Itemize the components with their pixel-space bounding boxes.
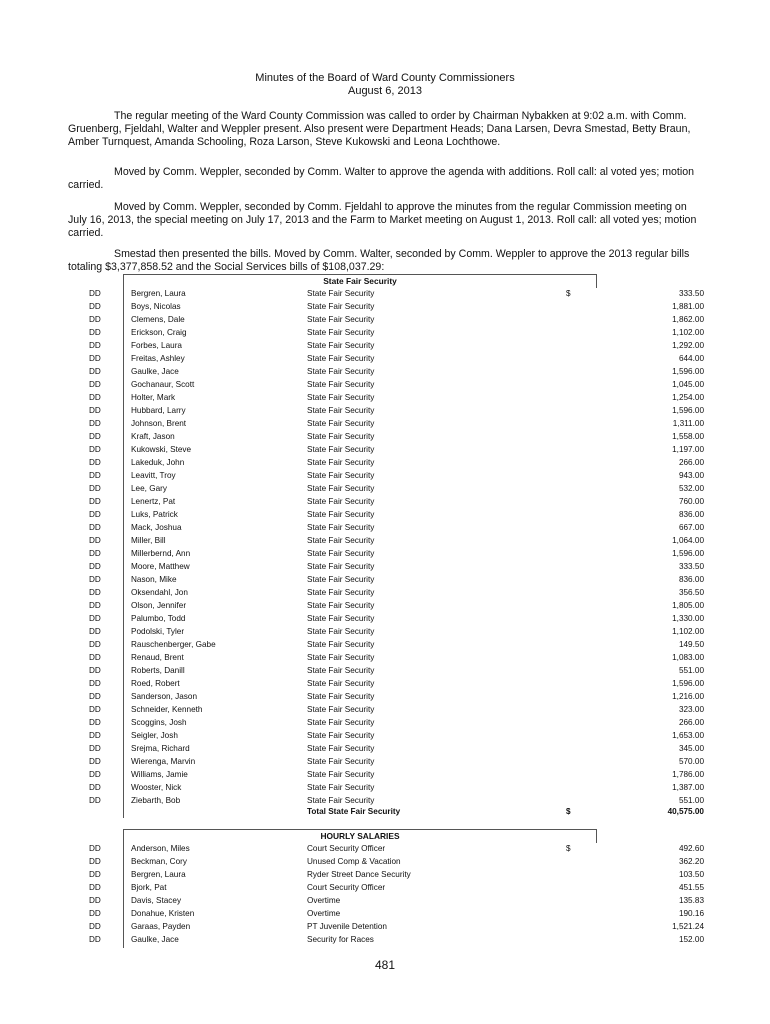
table-row bbox=[68, 287, 704, 300]
row-code: DD bbox=[89, 705, 101, 714]
paragraph-agenda: Moved by Comm. Weppler, seconded by Comm. Walter to approve the agenda with additions. Roll call: al voted yes; motion carried. bbox=[68, 166, 694, 192]
table-row bbox=[68, 300, 704, 313]
row-name: Gaulke, Jace bbox=[131, 367, 179, 376]
row-amount: 1,311.00 bbox=[672, 419, 704, 428]
row-code: DD bbox=[89, 783, 101, 792]
row-name: Davis, Stacey bbox=[131, 896, 182, 905]
row-code: DD bbox=[89, 458, 101, 467]
row-amount: 836.00 bbox=[678, 575, 704, 584]
row-description: Court Security Officer bbox=[307, 883, 386, 892]
row-amount: 333.50 bbox=[678, 289, 704, 298]
row-name: Scoggins, Josh bbox=[131, 718, 187, 727]
table-row bbox=[68, 495, 704, 508]
row-amount: 570.00 bbox=[678, 757, 704, 766]
row-name: Lenertz, Pat bbox=[131, 497, 176, 506]
row-name: Freitas, Ashley bbox=[131, 354, 185, 363]
row-name: Boys, Nicolas bbox=[131, 302, 181, 311]
table-row bbox=[68, 920, 704, 933]
row-amount: 1,881.00 bbox=[672, 302, 704, 311]
row-description: State Fair Security bbox=[307, 783, 375, 792]
row-amount: 532.00 bbox=[678, 484, 704, 493]
row-code: DD bbox=[89, 757, 101, 766]
row-code: DD bbox=[89, 380, 101, 389]
row-amount: 667.00 bbox=[678, 523, 704, 532]
row-name: Luks, Patrick bbox=[131, 510, 178, 519]
row-name: Roberts, Danill bbox=[131, 666, 185, 675]
row-code: DD bbox=[89, 770, 101, 779]
table-row bbox=[68, 326, 704, 339]
row-amount: 1,102.00 bbox=[672, 328, 704, 337]
table-row bbox=[68, 469, 704, 482]
row-name: Ziebarth, Bob bbox=[131, 796, 181, 805]
row-description: State Fair Security bbox=[307, 523, 375, 532]
row-description: Ryder Street Dance Security bbox=[307, 870, 411, 879]
row-code: DD bbox=[89, 406, 101, 415]
row-amount: 1,596.00 bbox=[672, 367, 704, 376]
row-amount: 1,102.00 bbox=[672, 627, 704, 636]
row-amount: 135.83 bbox=[678, 896, 704, 905]
table-row bbox=[68, 933, 704, 946]
row-code: DD bbox=[89, 844, 101, 853]
row-amount: 266.00 bbox=[678, 458, 704, 467]
table-row bbox=[68, 625, 704, 638]
row-code: DD bbox=[89, 718, 101, 727]
row-name: Anderson, Miles bbox=[131, 844, 190, 853]
row-description: State Fair Security bbox=[307, 393, 375, 402]
row-description: State Fair Security bbox=[307, 510, 375, 519]
row-description: State Fair Security bbox=[307, 315, 375, 324]
row-name: Gochanaur, Scott bbox=[131, 380, 195, 389]
row-name: Nason, Mike bbox=[131, 575, 177, 584]
row-amount: 1,786.00 bbox=[672, 770, 704, 779]
row-code: DD bbox=[89, 666, 101, 675]
table-row bbox=[68, 781, 704, 794]
row-description: State Fair Security bbox=[307, 328, 375, 337]
row-description: State Fair Security bbox=[307, 497, 375, 506]
row-amount: 1,330.00 bbox=[672, 614, 704, 623]
row-description: State Fair Security bbox=[307, 770, 375, 779]
row-amount: 551.00 bbox=[678, 796, 704, 805]
document-title: Minutes of the Board of Ward County Commissioners bbox=[255, 72, 515, 84]
table-row bbox=[68, 417, 704, 430]
row-description: State Fair Security bbox=[307, 705, 375, 714]
table-row bbox=[68, 521, 704, 534]
row-description: PT Juvenile Detention bbox=[307, 922, 387, 931]
table-row bbox=[68, 907, 704, 920]
table-row bbox=[68, 716, 704, 729]
row-code: DD bbox=[89, 419, 101, 428]
page-number: 481 bbox=[374, 958, 396, 972]
row-amount: 149.50 bbox=[678, 640, 704, 649]
row-amount: 333.50 bbox=[678, 562, 704, 571]
table-row bbox=[68, 755, 704, 768]
row-description: State Fair Security bbox=[307, 445, 375, 454]
row-code: DD bbox=[89, 870, 101, 879]
row-code: DD bbox=[89, 692, 101, 701]
row-description: State Fair Security bbox=[307, 679, 375, 688]
total-label: Total State Fair Security bbox=[307, 807, 401, 816]
row-description: State Fair Security bbox=[307, 536, 375, 545]
table-row bbox=[68, 855, 704, 868]
row-amount: 451.55 bbox=[678, 883, 704, 892]
row-amount: 1,216.00 bbox=[672, 692, 704, 701]
row-name: Moore, Matthew bbox=[131, 562, 190, 571]
total-dollar-sign: $ bbox=[566, 807, 571, 816]
table-row bbox=[68, 881, 704, 894]
row-amount: 943.00 bbox=[678, 471, 704, 480]
table-row bbox=[68, 868, 704, 881]
row-description: Unused Comp & Vacation bbox=[307, 857, 401, 866]
row-code: DD bbox=[89, 341, 101, 350]
row-amount: 1,521.24 bbox=[672, 922, 704, 931]
row-amount: 266.00 bbox=[678, 718, 704, 727]
row-code: DD bbox=[89, 679, 101, 688]
table-row bbox=[68, 378, 704, 391]
row-name: Palumbo, Todd bbox=[131, 614, 186, 623]
row-amount: 1,596.00 bbox=[672, 679, 704, 688]
table-row bbox=[68, 352, 704, 365]
row-description: Security for Races bbox=[307, 935, 374, 944]
table-row bbox=[68, 339, 704, 352]
row-description: State Fair Security bbox=[307, 692, 375, 701]
row-description: State Fair Security bbox=[307, 367, 375, 376]
table-row bbox=[68, 443, 704, 456]
row-description: State Fair Security bbox=[307, 575, 375, 584]
row-description: State Fair Security bbox=[307, 289, 375, 298]
state-fair-heading: State Fair Security bbox=[123, 274, 597, 288]
table-row bbox=[68, 456, 704, 469]
table-row bbox=[68, 677, 704, 690]
row-amount: 1,254.00 bbox=[672, 393, 704, 402]
table-row bbox=[68, 365, 704, 378]
table-row bbox=[68, 842, 704, 855]
row-description: State Fair Security bbox=[307, 341, 375, 350]
row-description: State Fair Security bbox=[307, 406, 375, 415]
row-code: DD bbox=[89, 653, 101, 662]
row-amount: 1,045.00 bbox=[672, 380, 704, 389]
row-description: State Fair Security bbox=[307, 302, 375, 311]
row-code: DD bbox=[89, 315, 101, 324]
table-row bbox=[68, 586, 704, 599]
row-code: DD bbox=[89, 627, 101, 636]
row-code: DD bbox=[89, 549, 101, 558]
document-date: August 6, 2013 bbox=[347, 85, 422, 97]
row-description: State Fair Security bbox=[307, 601, 375, 610]
row-name: Holter, Mark bbox=[131, 393, 176, 402]
table-row bbox=[68, 664, 704, 677]
table-row bbox=[68, 560, 704, 573]
row-name: Millerbernd, Ann bbox=[131, 549, 191, 558]
row-amount: 1,292.00 bbox=[672, 341, 704, 350]
table-row bbox=[68, 599, 704, 612]
table-row bbox=[68, 430, 704, 443]
row-description: State Fair Security bbox=[307, 796, 375, 805]
row-amount: 1,596.00 bbox=[672, 406, 704, 415]
row-code: DD bbox=[89, 909, 101, 918]
row-description: State Fair Security bbox=[307, 718, 375, 727]
table-row bbox=[68, 703, 704, 716]
row-amount: 152.00 bbox=[678, 935, 704, 944]
row-code: DD bbox=[89, 731, 101, 740]
row-code: DD bbox=[89, 536, 101, 545]
row-amount: 1,805.00 bbox=[672, 601, 704, 610]
row-description: State Fair Security bbox=[307, 653, 375, 662]
row-code: DD bbox=[89, 393, 101, 402]
table-row bbox=[68, 534, 704, 547]
table-row bbox=[68, 547, 704, 560]
row-code: DD bbox=[89, 367, 101, 376]
row-code: DD bbox=[89, 922, 101, 931]
row-amount: 190.16 bbox=[678, 909, 704, 918]
row-code: DD bbox=[89, 562, 101, 571]
row-name: Kukowski, Steve bbox=[131, 445, 192, 454]
row-amount: 1,862.00 bbox=[672, 315, 704, 324]
row-code: DD bbox=[89, 510, 101, 519]
row-name: Podolski, Tyler bbox=[131, 627, 185, 636]
row-name: Schneider, Kenneth bbox=[131, 705, 203, 714]
table-row bbox=[68, 768, 704, 781]
row-dollar-sign: $ bbox=[566, 844, 571, 853]
row-description: State Fair Security bbox=[307, 588, 375, 597]
row-name: Erickson, Craig bbox=[131, 328, 187, 337]
row-code: DD bbox=[89, 471, 101, 480]
row-description: State Fair Security bbox=[307, 458, 375, 467]
hourly-heading: HOURLY SALARIES bbox=[123, 829, 597, 843]
row-name: Mack, Joshua bbox=[131, 523, 182, 532]
row-code: DD bbox=[89, 523, 101, 532]
row-name: Lee, Gary bbox=[131, 484, 167, 493]
row-code: DD bbox=[89, 445, 101, 454]
table-row bbox=[68, 894, 704, 907]
row-code: DD bbox=[89, 575, 101, 584]
table-row bbox=[68, 404, 704, 417]
row-code: DD bbox=[89, 614, 101, 623]
table-row bbox=[68, 742, 704, 755]
row-description: State Fair Security bbox=[307, 354, 375, 363]
row-code: DD bbox=[89, 588, 101, 597]
row-description: State Fair Security bbox=[307, 549, 375, 558]
row-code: DD bbox=[89, 289, 101, 298]
row-description: State Fair Security bbox=[307, 640, 375, 649]
row-code: DD bbox=[89, 896, 101, 905]
row-amount: 1,064.00 bbox=[672, 536, 704, 545]
row-name: Sanderson, Jason bbox=[131, 692, 197, 701]
row-name: Johnson, Brent bbox=[131, 419, 187, 428]
row-name: Hubbard, Larry bbox=[131, 406, 186, 415]
row-name: Wierenga, Marvin bbox=[131, 757, 196, 766]
row-name: Leavitt, Troy bbox=[131, 471, 176, 480]
row-amount: 836.00 bbox=[678, 510, 704, 519]
table-row bbox=[68, 729, 704, 742]
row-name: Wooster, Nick bbox=[131, 783, 182, 792]
row-name: Donahue, Kristen bbox=[131, 909, 195, 918]
row-description: State Fair Security bbox=[307, 380, 375, 389]
row-code: DD bbox=[89, 883, 101, 892]
row-code: DD bbox=[89, 640, 101, 649]
row-description: State Fair Security bbox=[307, 666, 375, 675]
row-name: Gaulke, Jace bbox=[131, 935, 179, 944]
row-amount: 103.50 bbox=[678, 870, 704, 879]
table-row bbox=[68, 391, 704, 404]
row-amount: 551.00 bbox=[678, 666, 704, 675]
row-code: DD bbox=[89, 328, 101, 337]
row-amount: 1,558.00 bbox=[672, 432, 704, 441]
row-description: Overtime bbox=[307, 909, 341, 918]
row-amount: 1,653.00 bbox=[672, 731, 704, 740]
hourly-salaries-table bbox=[68, 829, 704, 949]
row-code: DD bbox=[89, 497, 101, 506]
row-amount: 356.50 bbox=[678, 588, 704, 597]
state-fair-security-table bbox=[68, 274, 704, 819]
row-code: DD bbox=[89, 302, 101, 311]
row-amount: 362.20 bbox=[678, 857, 704, 866]
row-description: State Fair Security bbox=[307, 419, 375, 428]
row-amount: 644.00 bbox=[678, 354, 704, 363]
row-description: State Fair Security bbox=[307, 744, 375, 753]
row-description: State Fair Security bbox=[307, 627, 375, 636]
row-name: Bergren, Laura bbox=[131, 289, 186, 298]
row-code: DD bbox=[89, 796, 101, 805]
row-description: State Fair Security bbox=[307, 471, 375, 480]
row-amount: 1,197.00 bbox=[672, 445, 704, 454]
row-description: State Fair Security bbox=[307, 614, 375, 623]
row-amount: 1,596.00 bbox=[672, 549, 704, 558]
row-name: Renaud, Brent bbox=[131, 653, 184, 662]
row-name: Forbes, Laura bbox=[131, 341, 182, 350]
row-name: Roed, Robert bbox=[131, 679, 180, 688]
row-description: State Fair Security bbox=[307, 484, 375, 493]
paragraph-minutes: Moved by Comm. Weppler, seconded by Comm. Fjeldahl to approve the minutes from the regular Commission meeting on July 16, 2013, the special meeting on July 17, 2013 and the Farm to Market meeting on August 1, 2013. Roll call: all voted yes; motion carried. bbox=[68, 201, 697, 240]
row-name: Bjork, Pat bbox=[131, 883, 167, 892]
table-row bbox=[68, 508, 704, 521]
paragraph-bills: Smestad then presented the bills. Moved by Comm. Walter, seconded by Comm. Weppler to approve the 2013 regular bills totaling $3,377,858.52 and the Social Services bills of $108,037.29: bbox=[68, 248, 690, 274]
row-name: Oksendahl, Jon bbox=[131, 588, 188, 597]
table-row bbox=[68, 573, 704, 586]
row-code: DD bbox=[89, 744, 101, 753]
total-amount: 40,575.00 bbox=[667, 807, 704, 816]
row-name: Seigler, Josh bbox=[131, 731, 178, 740]
row-code: DD bbox=[89, 935, 101, 944]
row-amount: 1,387.00 bbox=[672, 783, 704, 792]
state-fair-total-row bbox=[68, 805, 704, 818]
row-code: DD bbox=[89, 354, 101, 363]
row-name: Miller, Bill bbox=[131, 536, 166, 545]
table-row bbox=[68, 612, 704, 625]
row-description: Overtime bbox=[307, 896, 341, 905]
row-name: Srejma, Richard bbox=[131, 744, 190, 753]
row-description: Court Security Officer bbox=[307, 844, 386, 853]
row-description: State Fair Security bbox=[307, 432, 375, 441]
row-name: Bergren, Laura bbox=[131, 870, 186, 879]
table-row bbox=[68, 313, 704, 326]
row-description: State Fair Security bbox=[307, 562, 375, 571]
row-amount: 323.00 bbox=[678, 705, 704, 714]
table-row bbox=[68, 690, 704, 703]
row-name: Clemens, Dale bbox=[131, 315, 185, 324]
row-amount: 760.00 bbox=[678, 497, 704, 506]
row-description: State Fair Security bbox=[307, 757, 375, 766]
row-name: Olson, Jennifer bbox=[131, 601, 187, 610]
row-name: Beckman, Cory bbox=[131, 857, 187, 866]
row-name: Lakeduk, John bbox=[131, 458, 185, 467]
row-amount: 345.00 bbox=[678, 744, 704, 753]
row-amount: 1,083.00 bbox=[672, 653, 704, 662]
paragraph-call-to-order: The regular meeting of the Ward County Commission was called to order by Chairman Nybakken at 9:02 a.m. with Comm. Gruenberg, Fjeldahl, Walter and Weppler present. Also present were Department Heads; Dana Larsen, Devra Smestad, Betty Braun, Amber Turnquest, Amanda Schooling, Roza Larson, Steve Kukowski and Leona Lochthowe. bbox=[68, 110, 691, 149]
table-row bbox=[68, 482, 704, 495]
row-description: State Fair Security bbox=[307, 731, 375, 740]
table-row bbox=[68, 638, 704, 651]
row-code: DD bbox=[89, 601, 101, 610]
row-name: Rauschenberger, Gabe bbox=[131, 640, 216, 649]
row-name: Garaas, Payden bbox=[131, 922, 191, 931]
row-dollar-sign: $ bbox=[566, 289, 571, 298]
table-row bbox=[68, 651, 704, 664]
row-name: Kraft, Jason bbox=[131, 432, 175, 441]
row-amount: 492.60 bbox=[678, 844, 704, 853]
row-code: DD bbox=[89, 857, 101, 866]
row-code: DD bbox=[89, 484, 101, 493]
row-code: DD bbox=[89, 432, 101, 441]
row-name: Williams, Jamie bbox=[131, 770, 188, 779]
